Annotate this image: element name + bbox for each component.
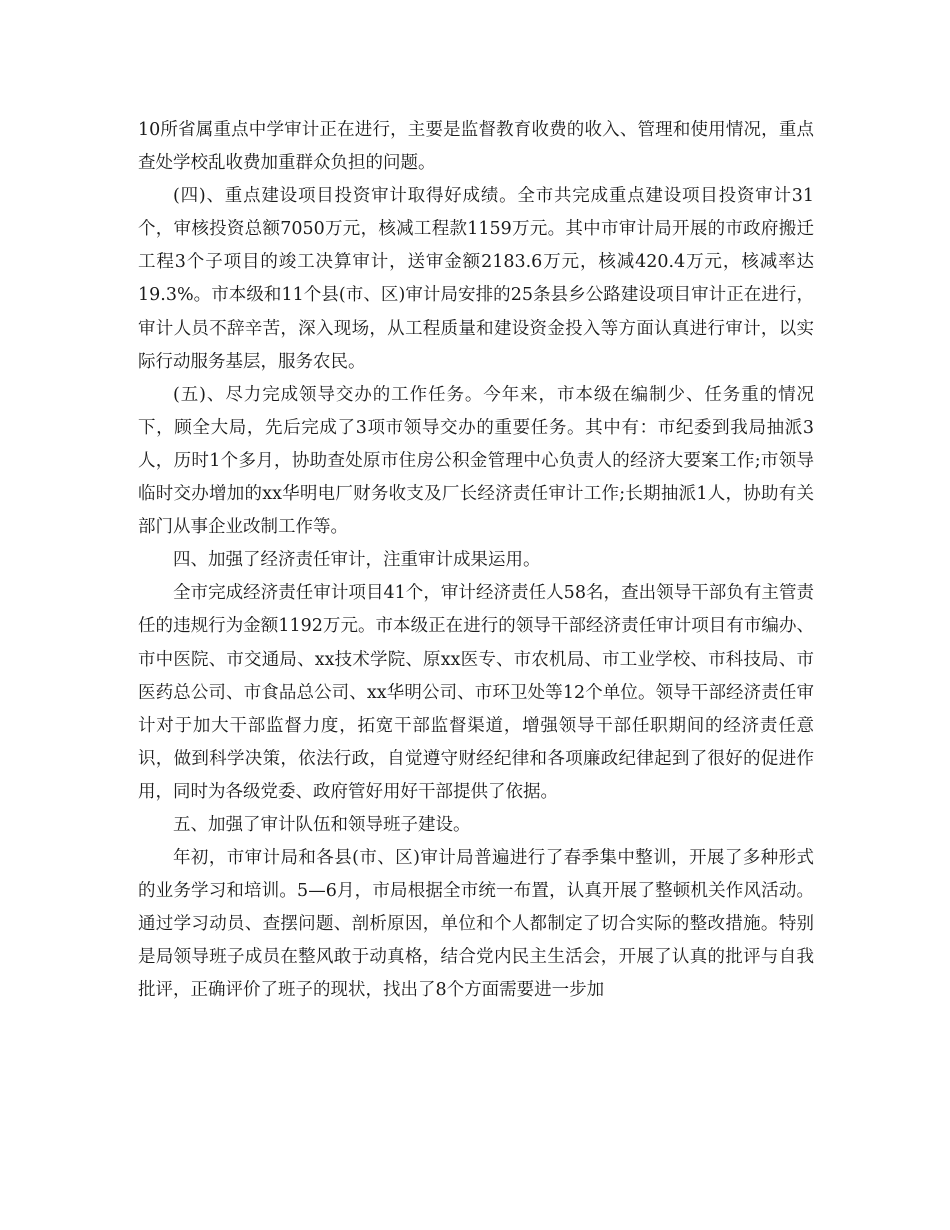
section-heading-team-building: 五、加强了审计队伍和领导班子建设。 xyxy=(173,814,471,835)
section-heading-economic-responsibility: 四、加强了经济责任审计，注重审计成果运用。 xyxy=(173,550,541,571)
paragraph-key-project-audit: (四)、重点建设项目投资审计取得好成绩。全市共完成重点建设项目投资审计31个，审核投资总额7050万元，核减工程款1159万元。其中市审计局开展的市政府搬迁工程3个子项目的竣工决算审计，送审金额2183.6万元，核减420.4万元，核减率达19.3%。市本级和11个县(市、区)审计局安排的25条县乡公路建设项目审计正在进行，审计人员不辞辛苦，深入现场，从工程质量和建设资金投入等方面认真进行审计，以实际行动服务基层，服务农民。 xyxy=(138,186,814,372)
paragraph-leadership-tasks: (五)、尽力完成领导交办的工作任务。今年来，市本级在编制少、任务重的情况下，顾全大局，先后完成了3项市领导交办的重要任务。其中有：市纪委到我局抽派3人，历时1个多月，协助查处原市住房公积金管理中心负责人的经济大要案工作;市领导临时交办增加的xx华明电厂财务收支及厂长经济责任审计工作;长期抽派1人，协助有关部门从事企业改制工作等。 xyxy=(138,384,814,538)
paragraph-team-building: 年初，市审计局和各县(市、区)审计局普遍进行了春季集中整训，开展了多种形式的业务学习和培训。5—6月，市局根据全市统一布置，认真开展了整顿机关作风活动。通过学习动员、查摆问题、剖析原因，单位和个人都制定了切合实际的整改措施。特别是局领导班子成员在整风敢于动真格，结合党内民主生活会，开展了认真的批评与自我批评，正确评价了班子的现状，找出了8个方面需要进一步加 xyxy=(138,848,814,1001)
document-page xyxy=(138,114,814,1008)
paragraph-economic-responsibility: 全市完成经济责任审计项目41个，审计经济责任人58名，查出领导干部负有主管责任的违规行为金额1192万元。市本级正在进行的领导干部经济责任审计项目有市编办、市中医院、市交通局、xx技术学院、原xx医专、市农机局、市工业学校、市科技局、市医药总公司、市食品总公司、xx华明公司、市环卫处等12个单位。领导干部经济责任审计对于加大干部监督力度，拓宽干部监督渠道，增强领导干部任职期间的经济责任意识，做到科学决策，依法行政，自觉遵守财经纪律和各项廉政纪律起到了很好的促进作用，同时为各级党委、政府管好用好干部提供了依据。 xyxy=(138,583,814,802)
paragraph-continuation: 10所省属重点中学审计正在进行，主要是监督教育收费的收入、管理和使用情况，重点查处学校乱收费加重群众负担的问题。 xyxy=(138,120,814,174)
